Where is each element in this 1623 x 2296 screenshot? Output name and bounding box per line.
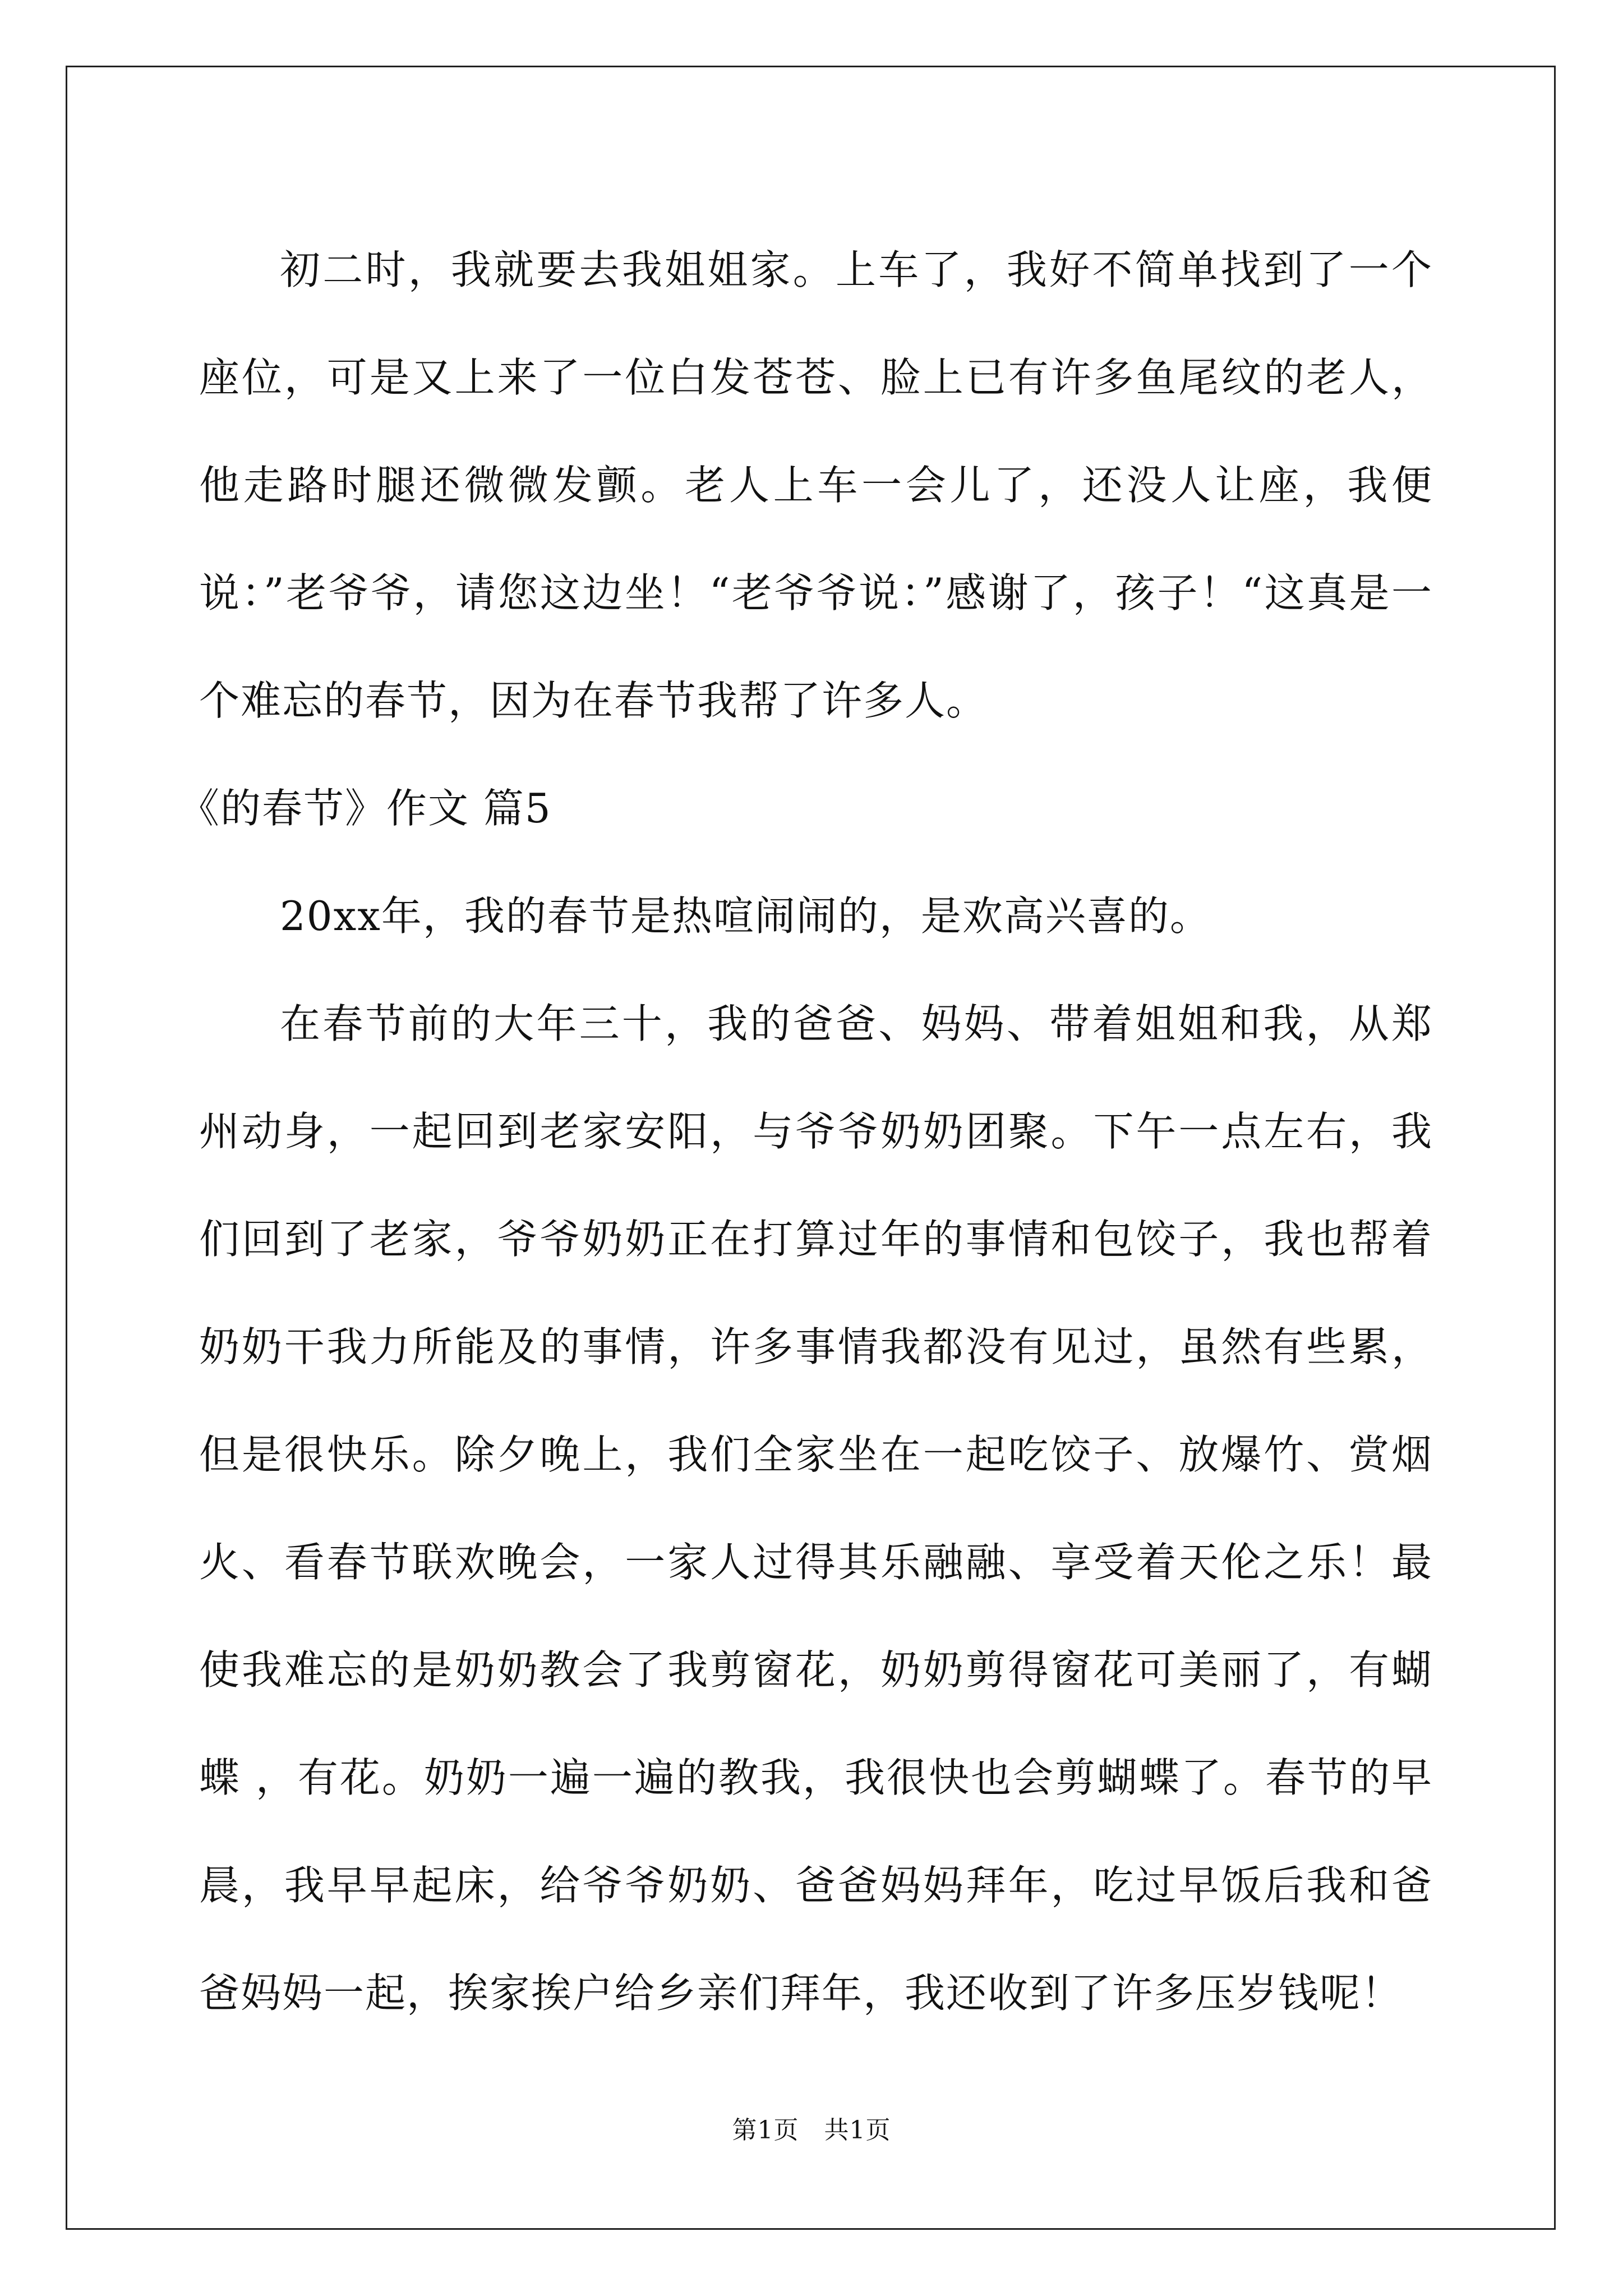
paragraph: 初二时，我就要去我姐姐家。上车了，我好不简单找到了一个座位，可是又上来了一位白发苍苍、脸上已有许多鱼尾纹的老人，他走路时腿还微微发颤。老人上车一会儿了，还没人让座，我便说：”老爷爷，请您这边坐！“老爷爷说：”感谢了，孩子！“这真是一个难忘的春节，因为在春节我帮了许多人。 bbox=[199, 246, 1433, 724]
paragraph: 20xx年，我的春节是热喧闹闹的，是欢高兴喜的。 bbox=[280, 892, 1211, 940]
paragraph: 在春节前的大年三十，我的爸爸、妈妈、带着姐姐和我，从郑州动身，一起回到老家安阳，与爷爷奶奶团聚。下午一点左右，我们回到了老家，爷爷奶奶正在打算过年的事情和包饺子，我也帮着奶奶干我力所能及的事情，许多事情我都没有见过，虽然有些累，但是很快乐。除夕晚上，我们全家坐在一起吃饺子、放爆竹、赏烟火、看春节联欢晚会，一家人过得其乐融融、享受着天伦之乐！最使我难忘的是奶奶教会了我剪窗花，奶奶剪得窗花可美丽了，有蝴蝶 ，有花。奶奶一遍一遍的教我，我很快也会剪蝴蝶了。春节的早晨，我早早起床，给爷爷奶奶、爸爸妈妈拜年，吃过早饭后我和爸爸妈妈一起，挨家挨户给乡亲们拜年，我还收到了许多压岁钱呢！ bbox=[199, 1000, 1433, 2017]
section-heading: 《的春节》作文 篇5 bbox=[179, 785, 552, 832]
document-body bbox=[179, 216, 1433, 2047]
page-footer: 第1页 共1页 bbox=[732, 2116, 891, 2145]
